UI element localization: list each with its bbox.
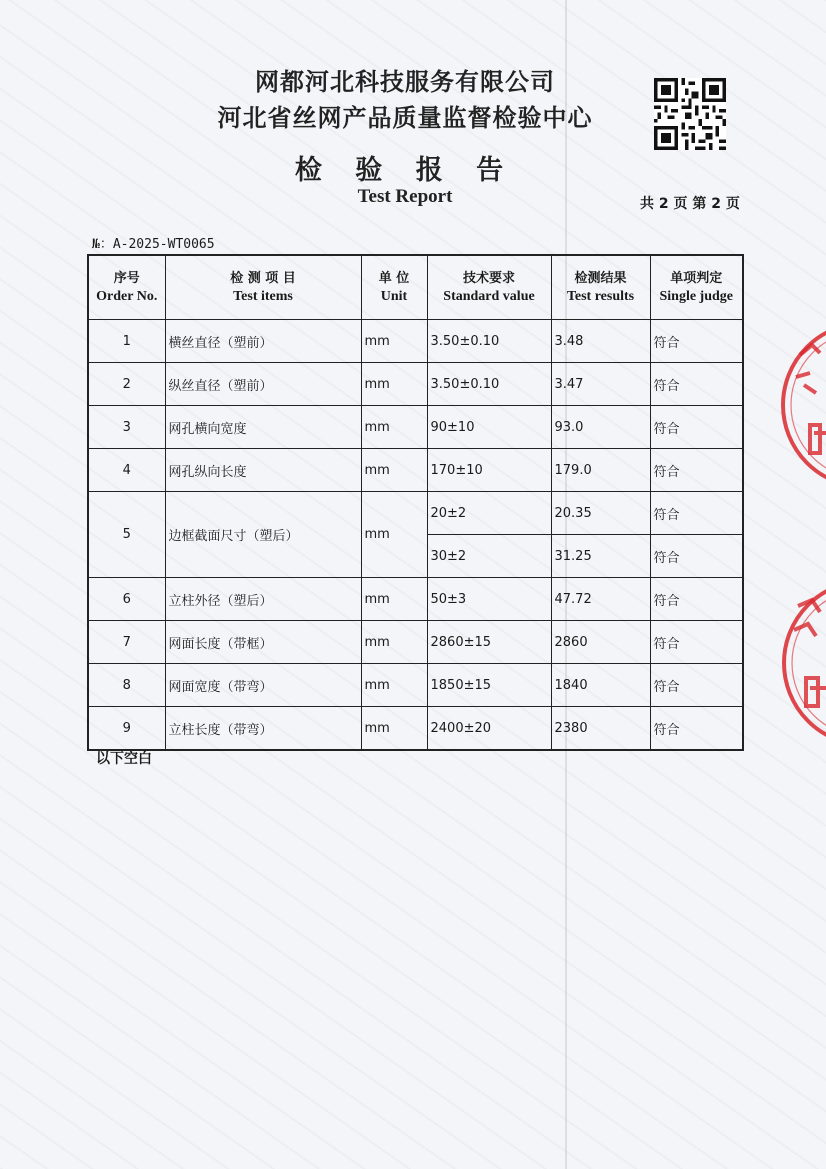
- test-result: 93.0: [551, 406, 650, 449]
- test-result: 2860: [551, 621, 650, 664]
- unit: mm: [361, 707, 427, 751]
- table-row: [88, 707, 743, 751]
- test-item: 网孔纵向长度: [165, 449, 361, 492]
- standard-value: 1850±15: [427, 664, 551, 707]
- test-item: 横丝直径（塑前）: [165, 320, 361, 363]
- test-result: 47.72: [551, 578, 650, 621]
- header-en: Order No.: [96, 288, 158, 304]
- header-cn: 检测结果: [574, 270, 627, 286]
- unit: mm: [361, 406, 427, 449]
- order-no: 8: [88, 664, 165, 707]
- col-header-result: [551, 255, 650, 320]
- test-result: 3.47: [551, 363, 650, 406]
- unit: mm: [361, 492, 427, 578]
- col-header-item: [165, 255, 361, 320]
- order-no: 9: [88, 707, 165, 751]
- test-item: 纵丝直径（塑前）: [165, 363, 361, 406]
- col-header-unit: [361, 255, 427, 320]
- order-no: 6: [88, 578, 165, 621]
- unit: mm: [361, 449, 427, 492]
- table-row: [88, 406, 743, 449]
- test-item: 网孔横向宽度: [165, 406, 361, 449]
- test-result: 2380: [551, 707, 650, 751]
- header-en: Standard value: [443, 288, 535, 304]
- order-no: 4: [88, 449, 165, 492]
- order-no: 1: [88, 320, 165, 363]
- header-cn: 技术要求: [462, 270, 515, 286]
- header-cn: 序号: [113, 270, 140, 286]
- single-judge: 符合: [650, 320, 743, 363]
- test-item: 网面长度（带框）: [165, 621, 361, 664]
- single-judge: 符合: [650, 664, 743, 707]
- standard-value: 90±10: [427, 406, 551, 449]
- standard-value: 3.50±0.10: [427, 363, 551, 406]
- unit: mm: [361, 578, 427, 621]
- organization-name: 网都河北科技服务有限公司: [255, 68, 555, 96]
- single-judge: 符合: [650, 363, 743, 406]
- table-row: [88, 621, 743, 664]
- standard-value: 50±3: [427, 578, 551, 621]
- test-results-table: [87, 254, 744, 751]
- header-cn: 单项判定: [670, 270, 723, 286]
- qr-code-icon[interactable]: [654, 78, 726, 150]
- table-row: [88, 363, 743, 406]
- single-judge: 符合: [650, 406, 743, 449]
- unit: mm: [361, 621, 427, 664]
- unit: mm: [361, 320, 427, 363]
- report-title-cn: 检 验 报 告: [294, 155, 516, 186]
- test-result: 3.48: [551, 320, 650, 363]
- table-row: [88, 492, 743, 535]
- standard-value: 2400±20: [427, 707, 551, 751]
- single-judge: 符合: [650, 578, 743, 621]
- official-seal-stamp-bottom: [768, 578, 826, 748]
- unit: mm: [361, 664, 427, 707]
- single-judge: 符合: [650, 492, 743, 535]
- order-no: 3: [88, 406, 165, 449]
- table-row: [88, 449, 743, 492]
- blank-below-note: 以下空白: [96, 751, 152, 767]
- header-cn: 单 位: [378, 270, 410, 286]
- table-row: [88, 578, 743, 621]
- inspection-center-name: 河北省丝网产品质量监督检验中心: [217, 104, 593, 132]
- header-en: Test results: [566, 288, 635, 304]
- order-no: 5: [88, 492, 165, 578]
- standard-value: 2860±15: [427, 621, 551, 664]
- header-en: Unit: [380, 288, 408, 304]
- table-row: [88, 320, 743, 363]
- test-item: 立柱长度（带弯）: [165, 707, 361, 751]
- col-header-standard: [427, 255, 551, 320]
- standard-value: 20±2: [427, 492, 551, 535]
- table-row: [88, 664, 743, 707]
- unit: mm: [361, 363, 427, 406]
- col-header-order: [88, 255, 165, 320]
- header-en: Test items: [233, 288, 293, 304]
- test-result: 1840: [551, 664, 650, 707]
- test-result: 31.25: [551, 535, 650, 578]
- test-item: 边框截面尺寸（塑后）: [165, 492, 361, 578]
- test-result: 20.35: [551, 492, 650, 535]
- col-header-judge: [650, 255, 743, 320]
- page-info: 共 2 页 第 2 页: [640, 196, 740, 212]
- official-seal-stamp-top: [770, 315, 826, 495]
- single-judge: 符合: [650, 621, 743, 664]
- order-no: 2: [88, 363, 165, 406]
- table-header-row: [88, 255, 743, 320]
- header-cn: 检 测 项 目: [230, 270, 296, 286]
- single-judge: 符合: [650, 449, 743, 492]
- report-number: №：A-2025-WT0065: [92, 237, 215, 252]
- standard-value: 30±2: [427, 535, 551, 578]
- standard-value: 3.50±0.10: [427, 320, 551, 363]
- report-title-en: Test Report: [357, 186, 453, 207]
- test-item: 网面宽度（带弯）: [165, 664, 361, 707]
- order-no: 7: [88, 621, 165, 664]
- header-en: Single judge: [659, 288, 733, 304]
- test-item: 立柱外径（塑后）: [165, 578, 361, 621]
- test-result: 179.0: [551, 449, 650, 492]
- standard-value: 170±10: [427, 449, 551, 492]
- single-judge: 符合: [650, 535, 743, 578]
- single-judge: 符合: [650, 707, 743, 751]
